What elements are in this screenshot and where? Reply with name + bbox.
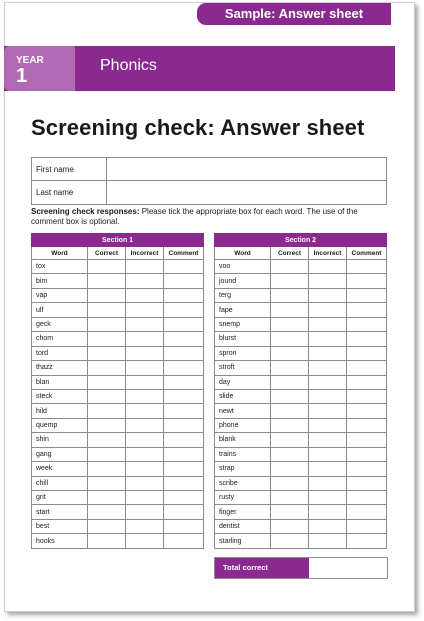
incorrect-checkbox[interactable] [126, 534, 164, 548]
incorrect-checkbox[interactable] [309, 433, 347, 447]
word-cell: newt [215, 404, 271, 418]
correct-checkbox[interactable] [271, 332, 309, 346]
column-header-correct: Correct [271, 247, 309, 260]
incorrect-checkbox[interactable] [309, 462, 347, 476]
first-name-row[interactable] [32, 158, 386, 181]
total-correct-label: Total correct [215, 558, 309, 578]
word-cell: snemp [215, 317, 271, 331]
name-fields [31, 157, 387, 205]
word-cell: tord [32, 346, 88, 360]
column-header-comment: Comment [164, 247, 204, 260]
correct-checkbox[interactable] [271, 288, 309, 302]
incorrect-checkbox[interactable] [126, 389, 164, 403]
word-cell: shin [32, 433, 88, 447]
word-cell: gang [32, 447, 88, 461]
comment-cell[interactable] [347, 505, 387, 519]
comment-cell[interactable] [347, 519, 387, 533]
incorrect-checkbox[interactable] [126, 476, 164, 490]
correct-checkbox[interactable] [88, 418, 126, 432]
table-row [215, 433, 387, 447]
table-row [215, 519, 387, 533]
table-row [32, 361, 204, 375]
word-cell: tox [32, 260, 88, 274]
correct-checkbox[interactable] [88, 404, 126, 418]
correct-checkbox[interactable] [271, 260, 309, 274]
correct-checkbox[interactable] [271, 375, 309, 389]
correct-checkbox[interactable] [271, 361, 309, 375]
incorrect-checkbox[interactable] [126, 346, 164, 360]
comment-cell[interactable] [347, 346, 387, 360]
table-row [215, 404, 387, 418]
word-cell: thazz [32, 361, 88, 375]
correct-checkbox[interactable] [271, 433, 309, 447]
word-cell: slide [215, 389, 271, 403]
table-row [32, 317, 204, 331]
incorrect-checkbox[interactable] [126, 491, 164, 505]
incorrect-checkbox[interactable] [126, 303, 164, 317]
word-cell: geck [32, 317, 88, 331]
table-row [215, 418, 387, 432]
table-row [32, 519, 204, 533]
last-name-row[interactable] [32, 181, 386, 204]
incorrect-checkbox[interactable] [309, 260, 347, 274]
word-cell: rusty [215, 491, 271, 505]
word-cell: steck [32, 389, 88, 403]
comment-cell[interactable] [347, 288, 387, 302]
incorrect-checkbox[interactable] [126, 505, 164, 519]
section-1-header: Section 1 [32, 234, 204, 247]
comment-cell[interactable] [347, 404, 387, 418]
column-header-word: Word [32, 247, 88, 260]
word-cell: quemp [32, 418, 88, 432]
incorrect-checkbox[interactable] [126, 288, 164, 302]
table-row [215, 288, 387, 302]
word-cell: blurst [215, 332, 271, 346]
word-cell: week [32, 462, 88, 476]
correct-checkbox[interactable] [271, 346, 309, 360]
table-row [32, 346, 204, 360]
table-row [32, 303, 204, 317]
word-cell: hooks [32, 534, 88, 548]
correct-checkbox[interactable] [271, 303, 309, 317]
correct-checkbox[interactable] [88, 476, 126, 490]
table-row [215, 361, 387, 375]
table-row [32, 505, 204, 519]
word-cell: vap [32, 288, 88, 302]
column-header-comment: Comment [347, 247, 387, 260]
correct-checkbox[interactable] [88, 332, 126, 346]
comment-cell[interactable] [347, 389, 387, 403]
incorrect-checkbox[interactable] [309, 274, 347, 288]
comment-cell[interactable] [164, 447, 204, 461]
incorrect-checkbox[interactable] [309, 389, 347, 403]
comment-cell[interactable] [347, 361, 387, 375]
first-name-label: First name [36, 165, 74, 174]
table-row [32, 418, 204, 432]
table-row [215, 534, 387, 548]
comment-cell[interactable] [164, 418, 204, 432]
table-row [215, 332, 387, 346]
incorrect-checkbox[interactable] [309, 404, 347, 418]
table-row [215, 375, 387, 389]
subject-title: Phonics [100, 57, 157, 74]
comment-cell[interactable] [164, 389, 204, 403]
instructions-heading: Screening check responses: [31, 207, 140, 216]
comment-cell[interactable] [164, 288, 204, 302]
correct-checkbox[interactable] [88, 534, 126, 548]
section-2-header: Section 2 [215, 234, 387, 247]
comment-cell[interactable] [347, 274, 387, 288]
comment-cell[interactable] [164, 303, 204, 317]
table-row [32, 389, 204, 403]
word-cell: grit [32, 491, 88, 505]
table-row [32, 462, 204, 476]
incorrect-checkbox[interactable] [126, 447, 164, 461]
correct-checkbox[interactable] [88, 317, 126, 331]
correct-checkbox[interactable] [88, 346, 126, 360]
comment-cell[interactable] [347, 418, 387, 432]
table-row [215, 260, 387, 274]
word-cell: spron [215, 346, 271, 360]
correct-checkbox[interactable] [271, 491, 309, 505]
incorrect-checkbox[interactable] [309, 288, 347, 302]
word-cell: blan [32, 375, 88, 389]
section-2-rows [215, 260, 387, 549]
word-cell: finger [215, 505, 271, 519]
word-cell: scribe [215, 476, 271, 490]
table-row [32, 433, 204, 447]
column-header-incorrect: Incorrect [309, 247, 347, 260]
incorrect-checkbox[interactable] [309, 317, 347, 331]
field-divider [106, 158, 107, 181]
comment-cell[interactable] [164, 346, 204, 360]
correct-checkbox[interactable] [88, 389, 126, 403]
comment-cell[interactable] [347, 433, 387, 447]
incorrect-checkbox[interactable] [126, 332, 164, 346]
comment-cell[interactable] [347, 476, 387, 490]
correct-checkbox[interactable] [88, 361, 126, 375]
correct-checkbox[interactable] [271, 462, 309, 476]
table-row [215, 476, 387, 490]
incorrect-checkbox[interactable] [126, 433, 164, 447]
incorrect-checkbox[interactable] [126, 274, 164, 288]
table-row [215, 505, 387, 519]
column-header-correct: Correct [88, 247, 126, 260]
table-row [32, 491, 204, 505]
comment-cell[interactable] [164, 274, 204, 288]
correct-checkbox[interactable] [88, 303, 126, 317]
comment-cell[interactable] [164, 534, 204, 548]
table-row [215, 462, 387, 476]
section-2-table [214, 233, 387, 549]
incorrect-checkbox[interactable] [309, 375, 347, 389]
incorrect-checkbox[interactable] [309, 505, 347, 519]
table-row [215, 317, 387, 331]
comment-cell[interactable] [347, 491, 387, 505]
year-badge [4, 46, 75, 91]
table-row [32, 274, 204, 288]
correct-checkbox[interactable] [88, 288, 126, 302]
instructions-text: Please tick the appropriate box for each word. The use of the comment box is optional. [31, 207, 358, 226]
comment-cell[interactable] [347, 462, 387, 476]
incorrect-checkbox[interactable] [309, 447, 347, 461]
comment-cell[interactable] [347, 260, 387, 274]
word-cell: best [32, 519, 88, 533]
correct-checkbox[interactable] [271, 389, 309, 403]
comment-cell[interactable] [164, 491, 204, 505]
word-cell: terg [215, 288, 271, 302]
incorrect-checkbox[interactable] [126, 260, 164, 274]
incorrect-checkbox[interactable] [126, 462, 164, 476]
table-row [215, 447, 387, 461]
correct-checkbox[interactable] [271, 274, 309, 288]
incorrect-checkbox[interactable] [126, 361, 164, 375]
comment-cell[interactable] [347, 303, 387, 317]
comment-cell[interactable] [164, 433, 204, 447]
correct-checkbox[interactable] [88, 491, 126, 505]
correct-checkbox[interactable] [88, 505, 126, 519]
comment-cell[interactable] [164, 317, 204, 331]
correct-checkbox[interactable] [88, 274, 126, 288]
correct-checkbox[interactable] [88, 519, 126, 533]
last-name-label: Last name [36, 188, 74, 197]
incorrect-checkbox[interactable] [309, 303, 347, 317]
section-1-rows [32, 260, 204, 549]
correct-checkbox[interactable] [271, 476, 309, 490]
correct-checkbox[interactable] [271, 317, 309, 331]
table-row [32, 375, 204, 389]
correct-checkbox[interactable] [88, 462, 126, 476]
word-cell: chill [32, 476, 88, 490]
comment-cell[interactable] [164, 404, 204, 418]
instructions [31, 207, 386, 227]
comment-cell[interactable] [164, 476, 204, 490]
word-cell: day [215, 375, 271, 389]
table-row [215, 346, 387, 360]
table-row [32, 288, 204, 302]
table-row [215, 303, 387, 317]
section-1-table [31, 233, 204, 549]
word-cell: start [32, 505, 88, 519]
comment-cell[interactable] [164, 375, 204, 389]
incorrect-checkbox[interactable] [309, 418, 347, 432]
correct-checkbox[interactable] [88, 375, 126, 389]
comment-cell[interactable] [164, 462, 204, 476]
word-cell: stroft [215, 361, 271, 375]
comment-cell[interactable] [164, 519, 204, 533]
word-cell: jound [215, 274, 271, 288]
correct-checkbox[interactable] [271, 519, 309, 533]
word-cell: phone [215, 418, 271, 432]
table-row [32, 534, 204, 548]
comment-cell[interactable] [347, 447, 387, 461]
word-cell: dentist [215, 519, 271, 533]
sample-label: Sample: Answer sheet [197, 3, 391, 25]
column-header-word: Word [215, 247, 271, 260]
correct-checkbox[interactable] [271, 534, 309, 548]
table-row [215, 491, 387, 505]
comment-cell[interactable] [347, 332, 387, 346]
column-header-incorrect: Incorrect [126, 247, 164, 260]
correct-checkbox[interactable] [271, 505, 309, 519]
correct-checkbox[interactable] [88, 447, 126, 461]
comment-cell[interactable] [164, 332, 204, 346]
incorrect-checkbox[interactable] [126, 519, 164, 533]
comment-cell[interactable] [347, 375, 387, 389]
table-row [32, 332, 204, 346]
incorrect-checkbox[interactable] [126, 404, 164, 418]
correct-checkbox[interactable] [88, 433, 126, 447]
incorrect-checkbox[interactable] [309, 491, 347, 505]
year-label: YEAR [16, 55, 44, 66]
incorrect-checkbox[interactable] [309, 519, 347, 533]
incorrect-checkbox[interactable] [309, 332, 347, 346]
table-row [215, 274, 387, 288]
correct-checkbox[interactable] [271, 447, 309, 461]
word-cell: bim [32, 274, 88, 288]
incorrect-checkbox[interactable] [126, 418, 164, 432]
comment-cell[interactable] [164, 505, 204, 519]
word-cell: trains [215, 447, 271, 461]
field-divider [106, 181, 107, 204]
word-cell: blank [215, 433, 271, 447]
page-title: Screening check: Answer sheet [31, 115, 365, 140]
incorrect-checkbox[interactable] [309, 476, 347, 490]
word-cell: ulf [32, 303, 88, 317]
table-row [215, 389, 387, 403]
word-cell: hild [32, 404, 88, 418]
comment-cell[interactable] [164, 361, 204, 375]
word-cell: starling [215, 534, 271, 548]
correct-checkbox[interactable] [271, 404, 309, 418]
incorrect-checkbox[interactable] [126, 317, 164, 331]
word-cell: chom [32, 332, 88, 346]
correct-checkbox[interactable] [271, 418, 309, 432]
correct-checkbox[interactable] [88, 260, 126, 274]
table-row [32, 447, 204, 461]
incorrect-checkbox[interactable] [309, 346, 347, 360]
incorrect-checkbox[interactable] [309, 361, 347, 375]
table-row [32, 476, 204, 490]
incorrect-checkbox[interactable] [309, 534, 347, 548]
comment-cell[interactable] [347, 317, 387, 331]
table-row [32, 404, 204, 418]
comment-cell[interactable] [347, 534, 387, 548]
word-cell: strap [215, 462, 271, 476]
incorrect-checkbox[interactable] [126, 375, 164, 389]
word-cell: voo [215, 260, 271, 274]
year-number: 1 [16, 65, 28, 87]
comment-cell[interactable] [164, 260, 204, 274]
table-row [32, 260, 204, 274]
total-correct-box[interactable] [214, 557, 388, 579]
word-cell: fape [215, 303, 271, 317]
